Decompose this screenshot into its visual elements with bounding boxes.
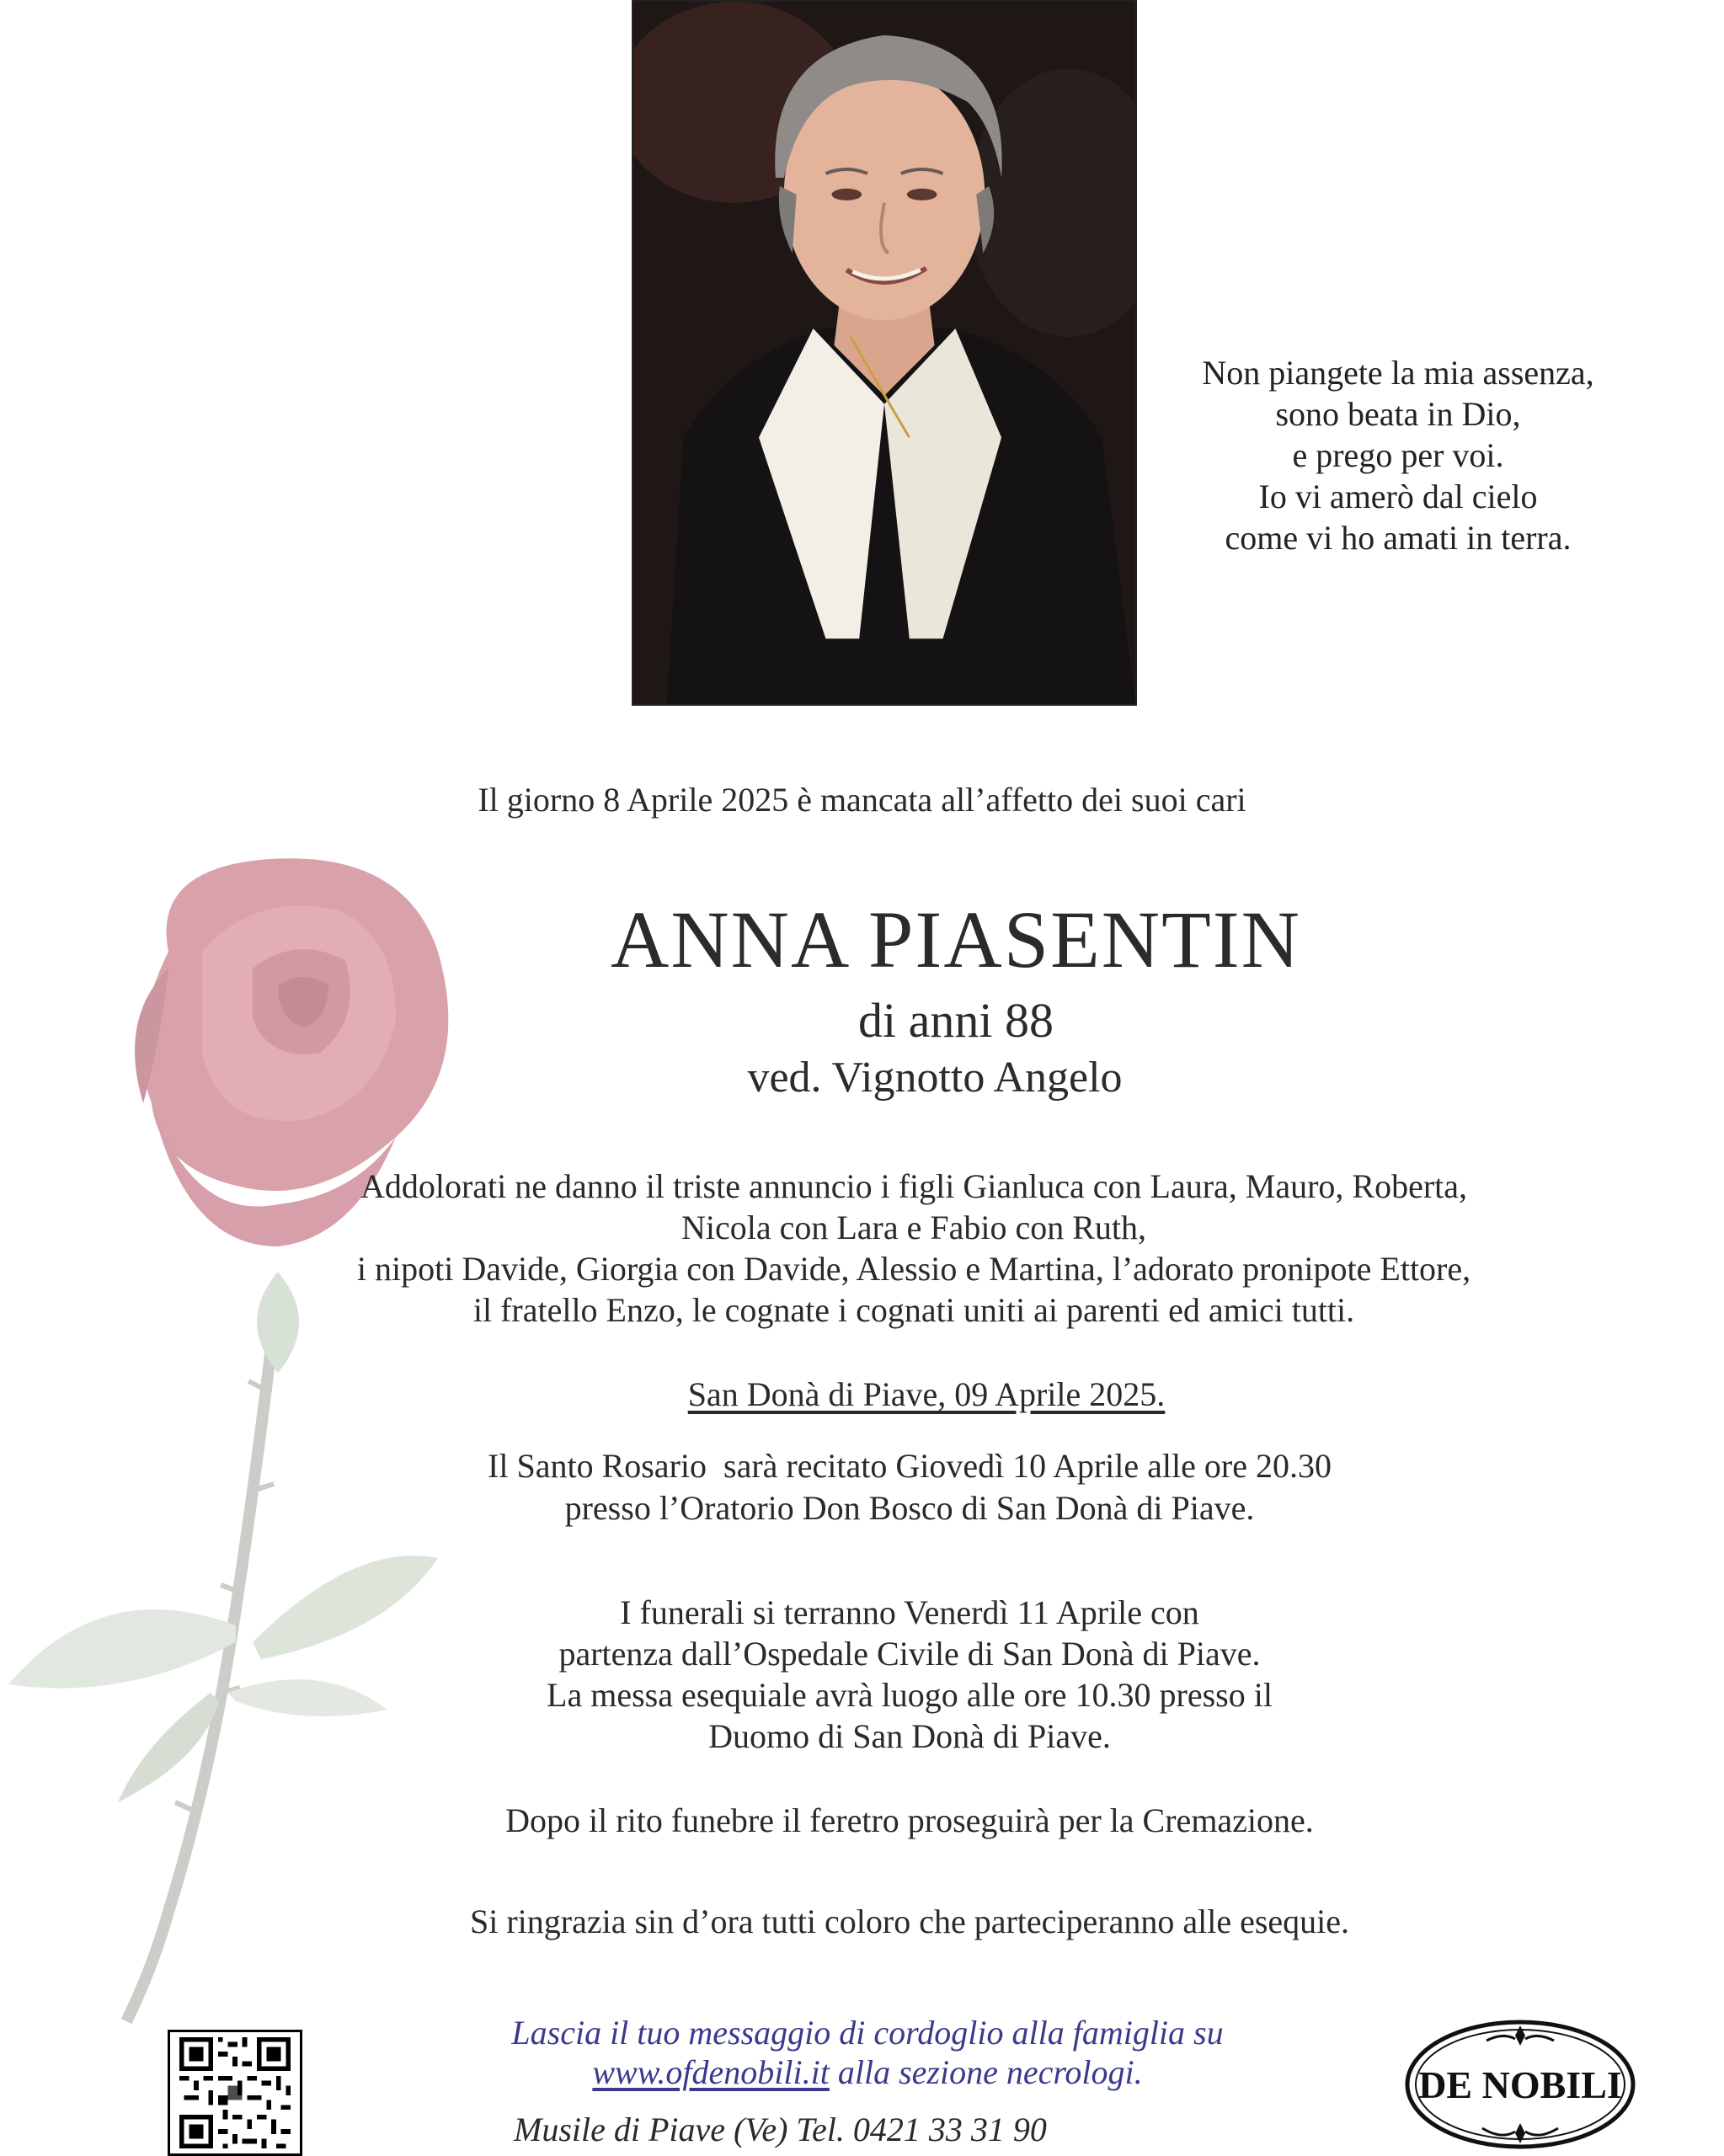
funeral-line: partenza dall’Ospedale Civile di San Donà di Piave. [558,1635,1261,1673]
portrait-photo [632,0,1137,706]
footer-contact: Musile di Piave (Ve) Tel. 0421 33 31 90 [514,2111,1047,2148]
de-nobili-logo [1402,2017,1638,2152]
poem-line: Non piangete la mia assenza, [1202,354,1594,392]
poem-line: Io vi amerò dal cielo [1258,478,1538,515]
family-line: Nicola con Lara e Fabio con Ruth, [681,1209,1147,1246]
family-line: i nipoti Davide, Giorgia con Davide, Alessio e Martina, l’adorato pronipote Ettore, [356,1250,1471,1288]
poem-line: e prego per voi. [1292,436,1504,474]
portrait-illustration [633,2,1135,704]
rosary-line: Il Santo Rosario sarà recitato Giovedì 10 Aprile alle ore 20.30 [488,1447,1332,1485]
poem [1154,352,1642,558]
footer-message-line2 [320,2052,1415,2092]
logo-text: DE NOBILI [1418,2063,1622,2106]
funeral-line: La messa esequiale avrà luogo alle ore 10.30 presso il [547,1676,1273,1714]
deceased-age: di anni 88 [858,993,1054,1048]
thanks-note: Si ringrazia sin d’ora tutti coloro che parteciperanno alle esequie. [469,1903,1350,1940]
poem-line: come vi ho amati in terra. [1225,519,1572,557]
qr-code[interactable] [168,2030,302,2156]
rosary-info [42,1445,1724,1529]
family-line: il fratello Enzo, le cognate i cognati uniti ai parenti ed amici tutti. [472,1291,1355,1329]
intro-text: Il giorno 8 Aprile 2025 è mancata all’affetto dei suoi cari [478,781,1246,819]
funeral-line: I funerali si terranno Venerdì 11 Aprile con [620,1593,1199,1631]
website-link[interactable]: www.ofdenobili.it [592,2053,830,2091]
family-line: Addolorati ne danno il triste annuncio i figli Gianluca con Laura, Mauro, Roberta, [360,1167,1468,1205]
poem-line: sono beata in Dio, [1275,395,1521,433]
funeral-info [42,1592,1724,1757]
rosary-line: presso l’Oratorio Don Bosco di San Donà di Piave. [564,1489,1255,1527]
funeral-line: Duomo di San Donà di Piave. [708,1717,1111,1755]
family-announcement [42,1166,1724,1331]
qr-code-icon [170,2032,300,2153]
place-date-text: San Donà di Piave, 09 Aprile 2025. [687,1375,1166,1413]
widow-of: ved. Vignotto Angelo [747,1054,1123,1102]
cremation-note: Dopo il rito funebre il feretro proseguirà per la Cremazione. [505,1801,1314,1839]
footer-message-line2-text: alla sezione necrologi. [829,2053,1143,2091]
deceased-name: ANNA PIASENTIN [611,894,1301,985]
footer-message [320,2013,1415,2092]
place-date [42,1374,1724,1414]
footer-message-line1: Lascia il tuo messaggio di cordoglio alla famiglia su [511,2014,1224,2052]
